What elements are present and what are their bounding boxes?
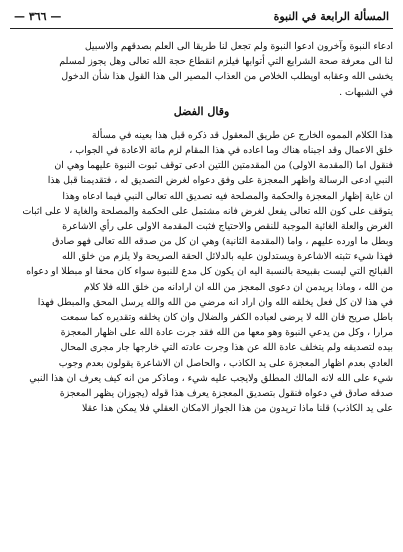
text-line: باطل صريح فان الله لا يرضى لعباده الكفر والضلال وان كان يخلقه وتقديره كما سمعت [60, 312, 393, 323]
text-line: يخشى الله وعقابه اويطلب الخلاص من العذاب المصير الى هذا القول هذا شأن الدخول [61, 71, 393, 83]
page-header [10, 6, 393, 26]
text-line: بيده لتصديقه ولم يتخلف عادة الله عن هذا وجرت عادته التي خارجها جار مجرى المحال [60, 342, 393, 354]
text-line: يتوقف على كون الله تعالى يفعل لغرض فانه مشتمل على الحكمة والمصلحة والغاية لا على اثبات [22, 205, 393, 217]
text-line: النبي ادعى الرسالة واظهر المعجزة على وفق دعواه لغرض التصديق له ، فتقديمنا قبل هذا [47, 175, 393, 187]
text-line: صدقه صادق في دعواه فنقول بتصديق المعجزة يعرف هذا قوله (يجوزان يظهر المعجزة [59, 387, 393, 399]
text-line: العادي بعدم اظهار المعجزة على يد الكاذب ، والحاصل ان الاشاعرة يقولون بعدم وجوب [58, 357, 393, 369]
text-line: القبائح التي ليست بقبيحة بالنسبة اليه ان يكون كل مدع للنبوة سواء كان محقا او مبطلا او دعواه [26, 266, 393, 278]
text-line: فهذا شيء تثبته الاشاعرة ويستدلون عليه بالدلائل الحقة الصريحة ولا يلزم من خلق الله [61, 251, 393, 263]
page-body [10, 39, 393, 416]
text-line: من الله ، وماذا يريدمن ان دعوى المعجز من الله ان ارادانه من خلق الله فلا كلام [84, 281, 393, 293]
text-line: هذا الكلام المموه الخارج عن طريق المعقول قد ذكره قبل هذا بعينه في مسألة [91, 129, 393, 141]
text-line: ان غاية إظهار المعجزة والحكمة والمصلحة فيه تصديق الله تعالى النبي فيما ادعاه وهذا [62, 190, 393, 202]
text-line: وبطل ما اورده عليهم ، واما (المقدمة الثانية) وهي ان كل من صدقه الله تعالى فهو صادق [52, 236, 393, 248]
paragraph-main [10, 128, 393, 417]
text-line: شيء على الله لانه المالك المطلق ولايجب عليه شيء ، وماذكر من انه كيف يعرف ان هذا النبي [29, 372, 393, 384]
text-line: في الشبهات . [339, 86, 393, 98]
running-title: المسألة الرابعة في النبوة [273, 9, 389, 23]
header-rule [10, 28, 393, 29]
text-line: ادعاء النبوة وآخرون ادعوا النبوة ولم تجعل لنا طريقا الى العلم بصدقهم والاسبيل [84, 41, 393, 52]
text-line: في هذا لان كل فعل يخلقه الله وان اراد انه مرضي من الله والله يرسل المحق والمبطل فهذا [37, 296, 393, 308]
text-line: فنقول اما (المقدمة الاولى) من المقدمتين اللتين ادعى توقف ثبوت النبوة عليهما وهي ان [54, 160, 393, 172]
text-line: خلق الاعمال وقد اجبناه هناك وما اعاده في هذا المقام لزم مائة الاعادة في الجواب ، [69, 144, 393, 156]
text-line: على يد الكاذب) قلنا ماذا تريدون من هذا الجواز الامكان العقلي فلا يمكن هذا عقلا [81, 403, 393, 415]
section-heading: وقال الفضل [173, 104, 230, 118]
text-line: الغرض والعلة الغائية الموجبة للنقص والاحتياج فثبت المقدمة الاولى على رأي الاشاعرة [62, 220, 393, 232]
page-number: — ٣٦٦ — [14, 9, 62, 23]
text-line: لنا الى معرفة صحة الشرايع التي أتوابها فيلزم انقطاع حجة الله تعالى وهل يجوز لمسلم [59, 56, 393, 68]
paragraph-intro [10, 39, 393, 100]
text-line: مرارا ، وكل من يدعي النبوة وهو معها من الله فقد جرت عادة الله على اظهار المعجزة [60, 327, 393, 339]
